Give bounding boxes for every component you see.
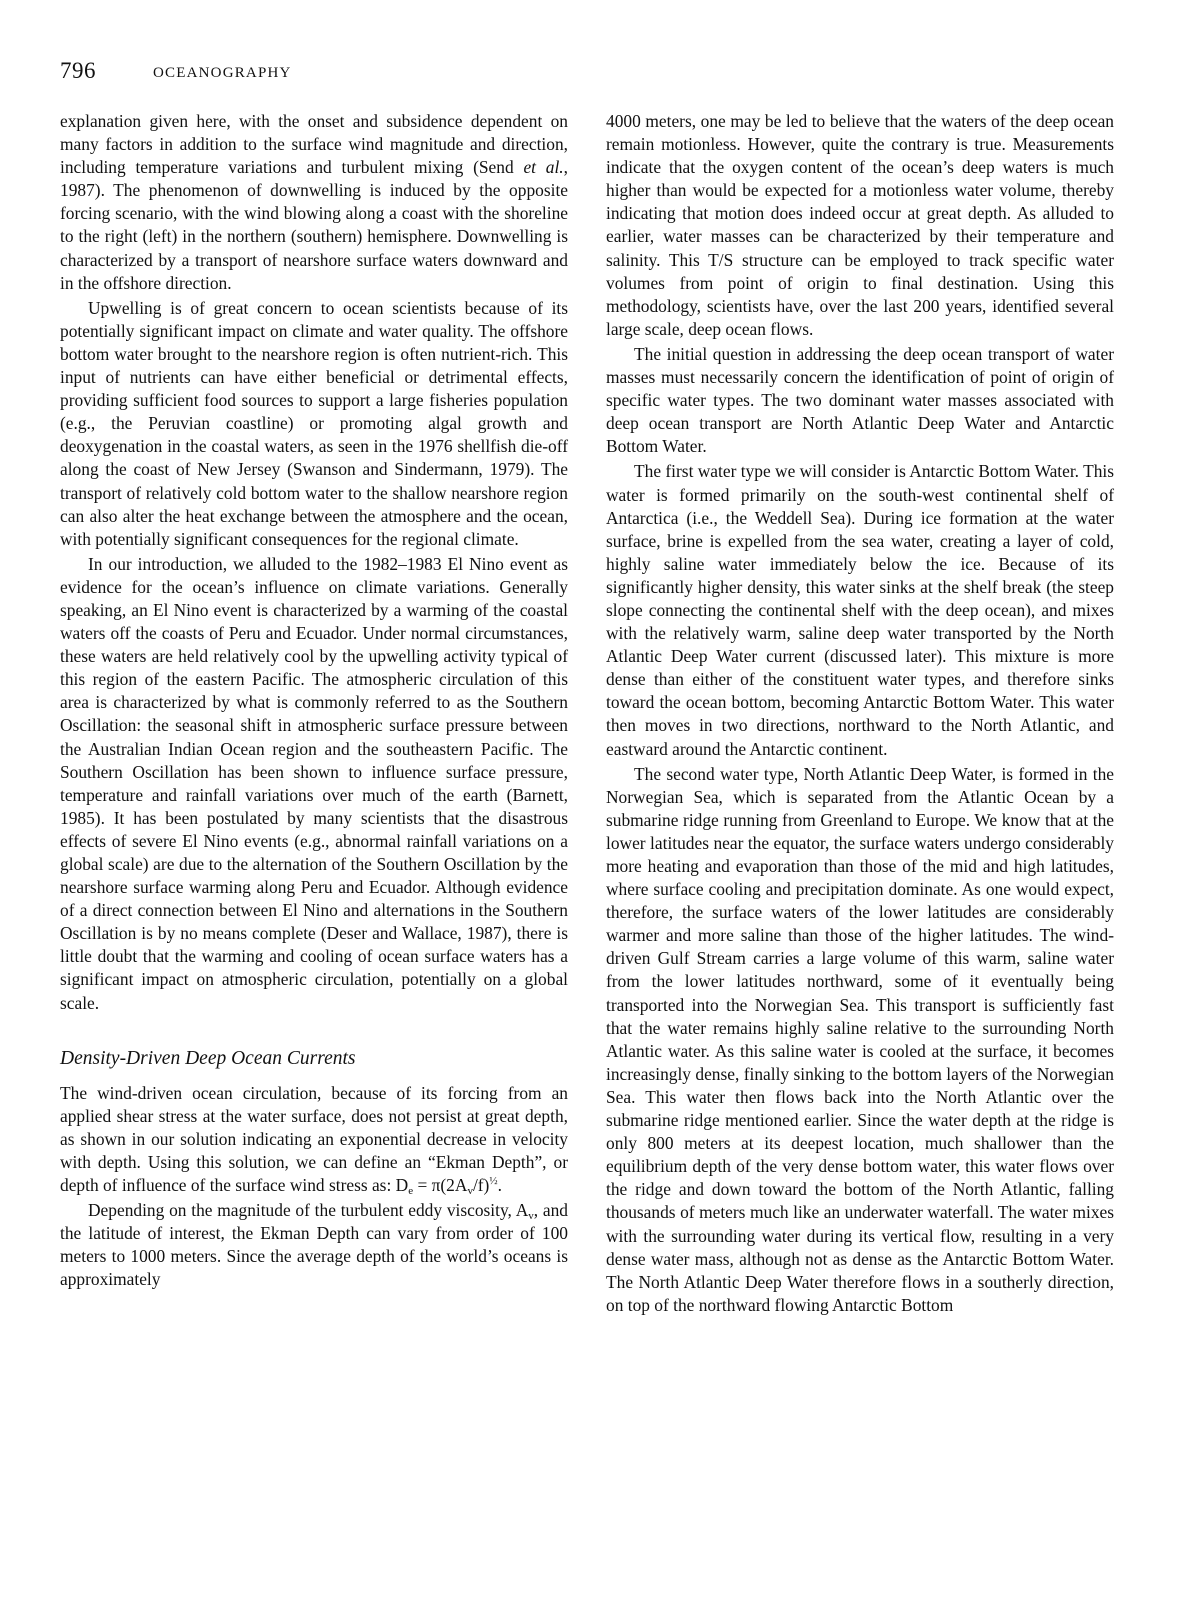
italic-text: et al. bbox=[523, 157, 564, 178]
text-span: , and the latitude of interest, the Ekman Depth can vary from order of 100 meters to 1000 meters. Since the average depth of the world’s oceans is approximately bbox=[60, 1200, 568, 1290]
eq-subscript: e bbox=[408, 1185, 414, 1198]
paragraph-el-nino: In our introduction, we alluded to the 1982–1983 El Nino event as evidence for the ocean’s influence on climate variations. Generally speaking, an El Nino event is characterized by a warming of the coastal waters off the coasts of Peru and Ecuador. Under normal circumstances, these waters are held relatively cool by the upwelling activity typical of this region of the eastern Pacific. The atmospheric circulation of this area is characterized by what is commonly referred to as the Southern Oscillation: the seasonal shift in atmospheric surface pressure between the Australian Indian Ocean region and the southeastern Pacific. The Southern Oscillation has been shown to influence surface pressure, temperature and rainfall variations over much of the earth (Barnett, 1985). It has been postulated by many scientists that the disastrous effects of severe El Nino events (e.g., abnormal rainfall variations on a global scale) are due to the alternation of the Southern Oscillation by the nearshore surface warming along Peru and Ecuador. Although evidence of a direct connection between El Nino and alternations in the Southern Oscillation is by no means complete (Deser and Wallace, 1987), there is little doubt that the warming and cooling of ocean surface waters has a significant impact on atmospheric circulation, potentially on a global scale. bbox=[60, 553, 568, 1013]
paragraph-north-atlantic-deep-water: The second water type, North Atlantic Deep Water, is formed in the Norwegian Sea, which is separated from the Atlantic Ocean by a submarine ridge running from Greenland to Europe. We know that at the lower latitudes near the equator, the surface waters undergo considerably more heating and evaporation than those of the mid and high latitudes, where surface cooling and precipitation dominate. As one would expect, therefore, the surface waters of the lower latitudes are considerably warmer and more saline than those of the higher latitudes. The wind-driven Gulf Stream carries a large volume of this warm, saline water from the lower latitudes northward, some of it eventually being transported into the Norwegian Sea. This transport is sufficiently fast that the water remains highly saline relative to the surrounding North Atlantic water. As this saline water is cooled at the surface, it becomes increasingly dense, finally sinking to the bottom layers of the Norwegian Sea. This water then flows back into the North Atlantic over the submarine ridge mentioned earlier. Since the water depth at the ridge is only 800 meters at its deepest location, much shallower than the equilibrium depth of the very dense bottom water, this water flows over the ridge and down toward the bottom of the North Atlantic, falling thousands of meters much like an underwater waterfall. The water mixes with the surrounding water during its vertical flow, resulting in a very dense water mass, although not as dense as the Antarctic Bottom Water. The North Atlantic Deep Water therefore flows in a southerly direction, on top of the northward flowing Antarctic Bottom bbox=[606, 763, 1114, 1315]
section-heading: Density-Driven Deep Ocean Currents bbox=[60, 1047, 356, 1069]
paragraph-continued bbox=[60, 110, 568, 295]
running-head: OCEANOGRAPHY bbox=[153, 65, 292, 81]
text-span: Depending on the magnitude of the turbulent eddy viscosity, A bbox=[88, 1200, 529, 1221]
eq-superscript: ½ bbox=[489, 1175, 498, 1188]
right-column bbox=[606, 110, 1114, 1319]
eq-symbol: D bbox=[395, 1175, 409, 1196]
left-column bbox=[60, 110, 568, 1294]
paragraph-upwelling: Upwelling is of great concern to ocean scientists because of its potentially significant impact on climate and water quality. The offshore bottom water brought to the nearshore region is often nutrient-rich. This input of nutrients can have either beneficial or detrimental effects, providing sufficient food sources to support a large fisheries population (e.g., the Peruvian coastline) or promoting algal growth and deoxygenation in the coastal waters, as seen in the 1976 shellfish die-off along the coast of New Jersey (Swanson and Sindermann, 1979). The transport of relatively cold bottom water to the shallow nearshore region can also alter the heat exchange between the atmosphere and the ocean, with potentially significant consequences for the regional climate. bbox=[60, 297, 568, 549]
eq-text: . bbox=[497, 1175, 502, 1196]
ekman-depth-equation bbox=[395, 1175, 502, 1198]
paragraph-eddy-viscosity bbox=[60, 1199, 568, 1291]
page-header bbox=[60, 58, 1140, 88]
subscript: v bbox=[528, 1210, 534, 1223]
page-number: 796 bbox=[60, 58, 96, 83]
text-span: , 1987). The phenomenon of downwelling is induced by the opposite forcing scenario, with the wind blowing along a coast with the shoreline to the right (left) in the northern (southern) hemisphere. Downwelling is characterized by a transport of nearshore surface waters downward and in the offshore direction. bbox=[60, 157, 568, 293]
eq-subscript: v bbox=[467, 1185, 473, 1198]
eq-text: /f) bbox=[472, 1175, 490, 1196]
paragraph-antarctic-bottom-water: The first water type we will consider is Antarctic Bottom Water. This water is formed primarily on the south-west continental shelf of Antarctica (i.e., the Weddell Sea). During ice formation at the water surface, brine is expelled from the sea water, creating a layer of cold, highly saline water immediately below the ice. Because of its significantly higher density, this water sinks at the shelf break (the steep slope connecting the continental shelf with the deep ocean), and mixes with the relatively warm, saline deep water transported by the North Atlantic Deep Water current (discussed later). This mixture is more dense than either of the constituent water types, and therefore sinks toward the ocean bottom, becoming Antarctic Bottom Water. This water then moves in two directions, northward to the North Atlantic, and eastward around the Antarctic continent. bbox=[606, 461, 1114, 759]
paragraph-deep-water: 4000 meters, one may be led to believe that the waters of the deep ocean remain motionless. However, quite the contrary is true. Measurements indicate that the oxygen content of the ocean’s deep waters is much higher than would be expected for a motionless water volume, thereby indicating that motion does indeed occur at great depth. As alluded to earlier, water masses can be characterized by their temperature and salinity. This T/S structure can be employed to track specific water volumes from point of origin to final destination. Using this methodology, scientists have, over the last 200 years, identified several large scale, deep ocean flows. bbox=[606, 111, 1114, 339]
text-span: The wind-driven ocean circulation, because of its forcing from an applied shear stress at the water surface, does not persist at great depth, as shown in our solution indicating an exponential decrease in velocity with depth. Using this solution, we can define an “Ekman Depth”, or depth of influence of the surface wind stress as: bbox=[60, 1082, 568, 1196]
paragraph-water-masses: The initial question in addressing the deep ocean transport of water masses must necessarily concern the identification of point of origin of specific water types. The two dominant water masses associated with deep ocean transport are North Atlantic Deep Water and Antarctic Bottom Water. bbox=[606, 343, 1114, 457]
eq-text: = π(2A bbox=[413, 1175, 468, 1196]
text-span: explanation given here, with the onset and subsidence dependent on many factors in addition to the surface wind magnitude and direction, including temperature variations and turbulent mixing (Send bbox=[60, 111, 568, 178]
paragraph-ekman bbox=[60, 1082, 568, 1197]
